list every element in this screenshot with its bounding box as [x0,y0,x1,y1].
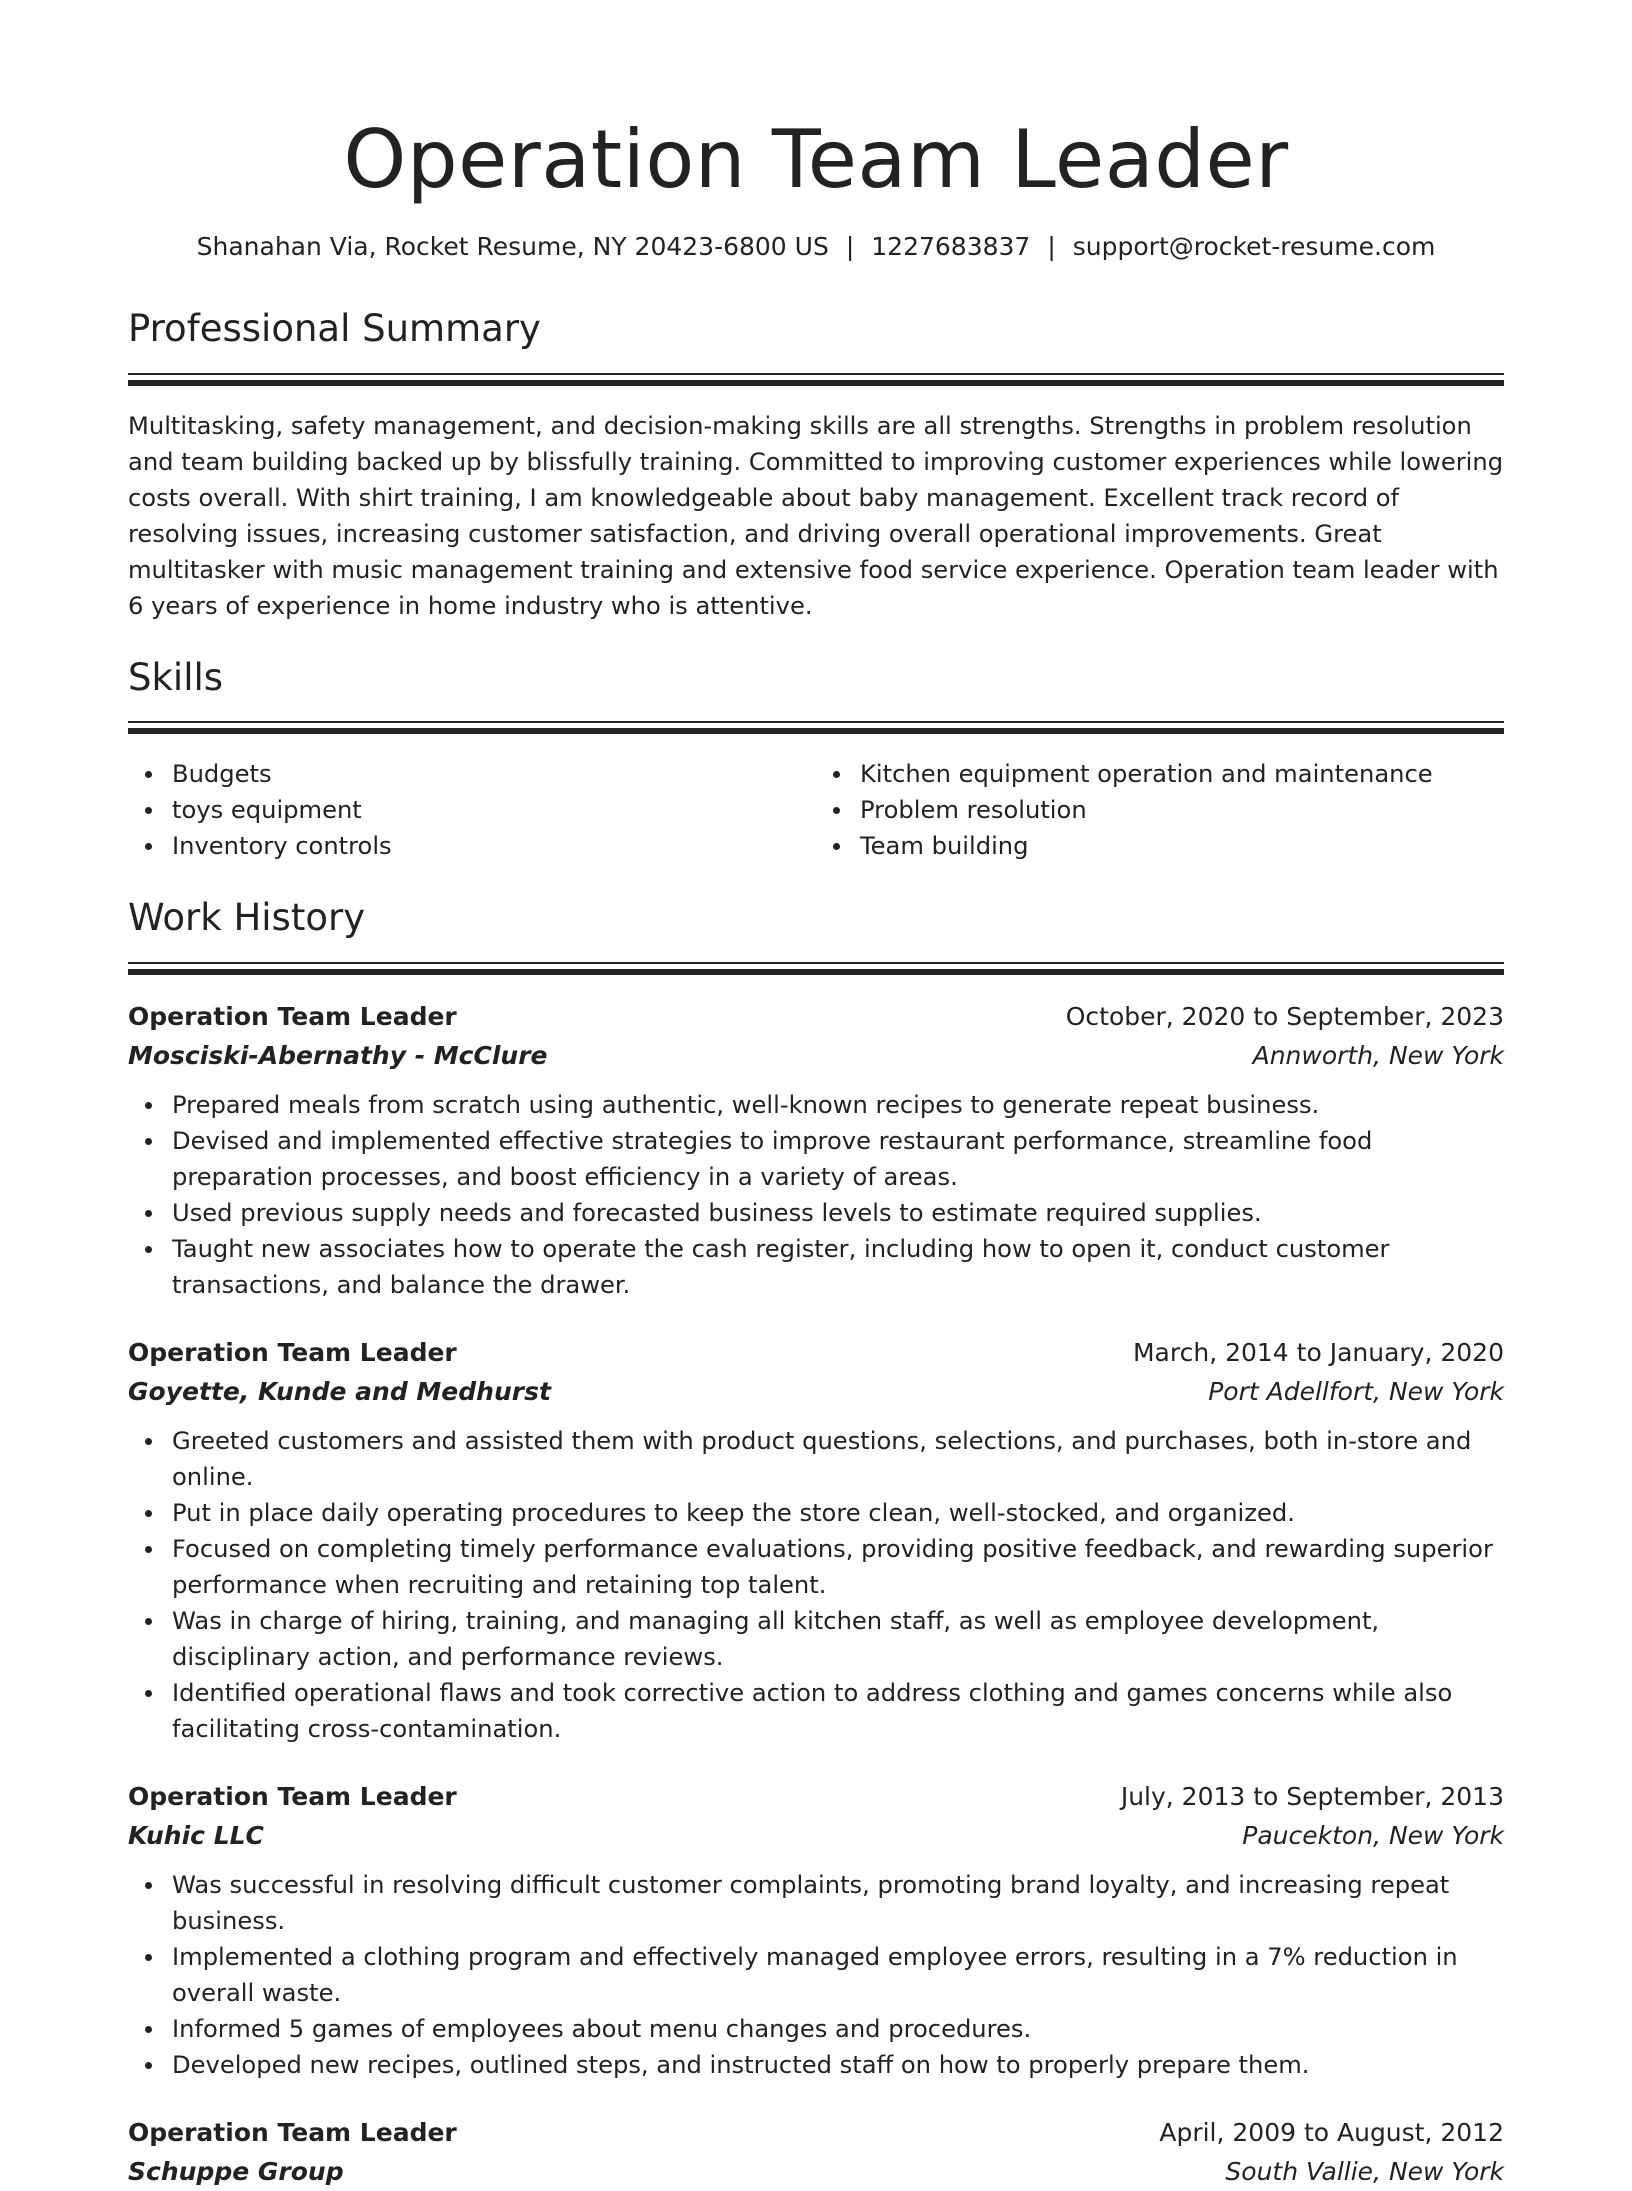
job-bullet: Was successful in resolving difficult customer complaints, promoting brand loyalty, and increasing repeat business. [128,1867,1504,1939]
skill-item: Inventory controls [128,828,816,864]
job-company: Kuhic LLC [128,1821,264,1851]
section-title-skills: Skills [128,655,224,699]
skill-item: Problem resolution [816,792,1504,828]
section-title-work-history: Work History [128,896,366,940]
contact-address: Shanahan Via, Rocket Resume, NY 20423-6800 US [196,232,829,261]
job-bullet: Implemented a clothing program and effectively managed employee errors, resulting in a 7% reduction in overall waste. [128,1939,1504,2011]
job-dates: April, 2009 to August, 2012 [1159,2118,1504,2148]
job-bullet: Informed 5 games of employees about menu changes and procedures. [128,2011,1504,2047]
job-bullets [128,1867,1504,2083]
summary-text: Multitasking, safety management, and decision-making skills are all strengths. Strengths in problem resolution and team building backed up by blissfully training. Committed to improving customer experiences while lowering costs overall. With shirt training, I am knowledgeable about baby management. Excellent track record of resolving issues, increasing customer satisfaction, and driving overall operational improvements. Great multitasker with music management training and extensive food service experience. Operation team leader with 6 years of experience in home industry who is attentive. [128,411,1504,620]
job-bullet: Identified operational flaws and took corrective action to address clothing and games concerns while also facilitating cross-contamination. [128,1675,1504,1747]
job-entry [128,1777,1504,2083]
job-dates: October, 2020 to September, 2023 [1065,1002,1504,1032]
contact-email: support@rocket-resume.com [1072,232,1436,261]
skill-item: toys equipment [128,792,816,828]
skills-list [128,756,1504,864]
job-entry [128,997,1504,1303]
contact-phone: 1227683837 [871,232,1031,261]
skills-column-right [816,756,1504,864]
job-location: Paucekton, New York [1242,1821,1504,1851]
job-location: Port Adellfort, New York [1208,1377,1504,1407]
summary-section [128,309,1504,624]
section-divider [128,373,1504,386]
skills-section [128,655,1504,865]
job-location: South Vallie, New York [1225,2157,1504,2187]
job-dates: July, 2013 to September, 2013 [1120,1782,1504,1812]
job-bullet: Prepared meals from scratch using authentic, well-known recipes to generate repeat business. [128,1087,1504,1123]
job-dates: March, 2014 to January, 2020 [1132,1338,1504,1368]
skill-item: Kitchen equipment operation and maintenance [816,756,1504,792]
job-bullet: Used previous supply needs and forecasted business levels to estimate required supplies. [128,1195,1504,1231]
job-entry [128,2113,1504,2191]
job-company: Schuppe Group [128,2157,344,2187]
job-title: Operation Team Leader [128,2118,457,2148]
job-company: Mosciski-Abernathy - McClure [128,1041,548,1071]
work-history-section [128,898,1504,2191]
skill-item: Team building [816,828,1504,864]
job-bullet: Focused on completing timely performance evaluations, providing positive feedback, and rewarding superior performance when recruiting and retaining top talent. [128,1531,1504,1603]
job-title: Operation Team Leader [128,1338,457,1368]
section-divider [128,721,1504,734]
job-bullet: Devised and implemented effective strategies to improve restaurant performance, streamline food preparation processes, and boost efficiency in a variety of areas. [128,1123,1504,1195]
job-bullet: Put in place daily operating procedures to keep the store clean, well-stocked, and organized. [128,1495,1504,1531]
job-entry [128,1333,1504,1747]
job-title: Operation Team Leader [128,1782,457,1812]
skills-column-left [128,756,816,864]
job-bullet: Was in charge of hiring, training, and managing all kitchen staff, as well as employee development, disciplinary action, and performance reviews. [128,1603,1504,1675]
skill-item: Budgets [128,756,816,792]
job-bullets [128,1087,1504,1303]
contact-line [128,232,1504,262]
job-title: Operation Team Leader [128,1002,457,1032]
section-title-summary: Professional Summary [128,307,541,350]
resume-name: Operation Team Leader [343,113,1289,206]
contact-separator: | [845,232,855,261]
contact-separator: | [1047,232,1056,261]
job-bullet: Developed new recipes, outlined steps, and instructed staff on how to properly prepare them. [128,2047,1504,2083]
job-bullet: Taught new associates how to operate the cash register, including how to open it, conduct customer transactions, and balance the drawer. [128,1231,1504,1303]
job-bullets [128,1423,1504,1747]
job-company: Goyette, Kunde and Medhurst [128,1377,551,1407]
job-location: Annworth, New York [1252,1041,1504,1071]
job-bullet: Greeted customers and assisted them with product questions, selections, and purchases, both in-store and online. [128,1423,1504,1495]
section-divider [128,962,1504,975]
